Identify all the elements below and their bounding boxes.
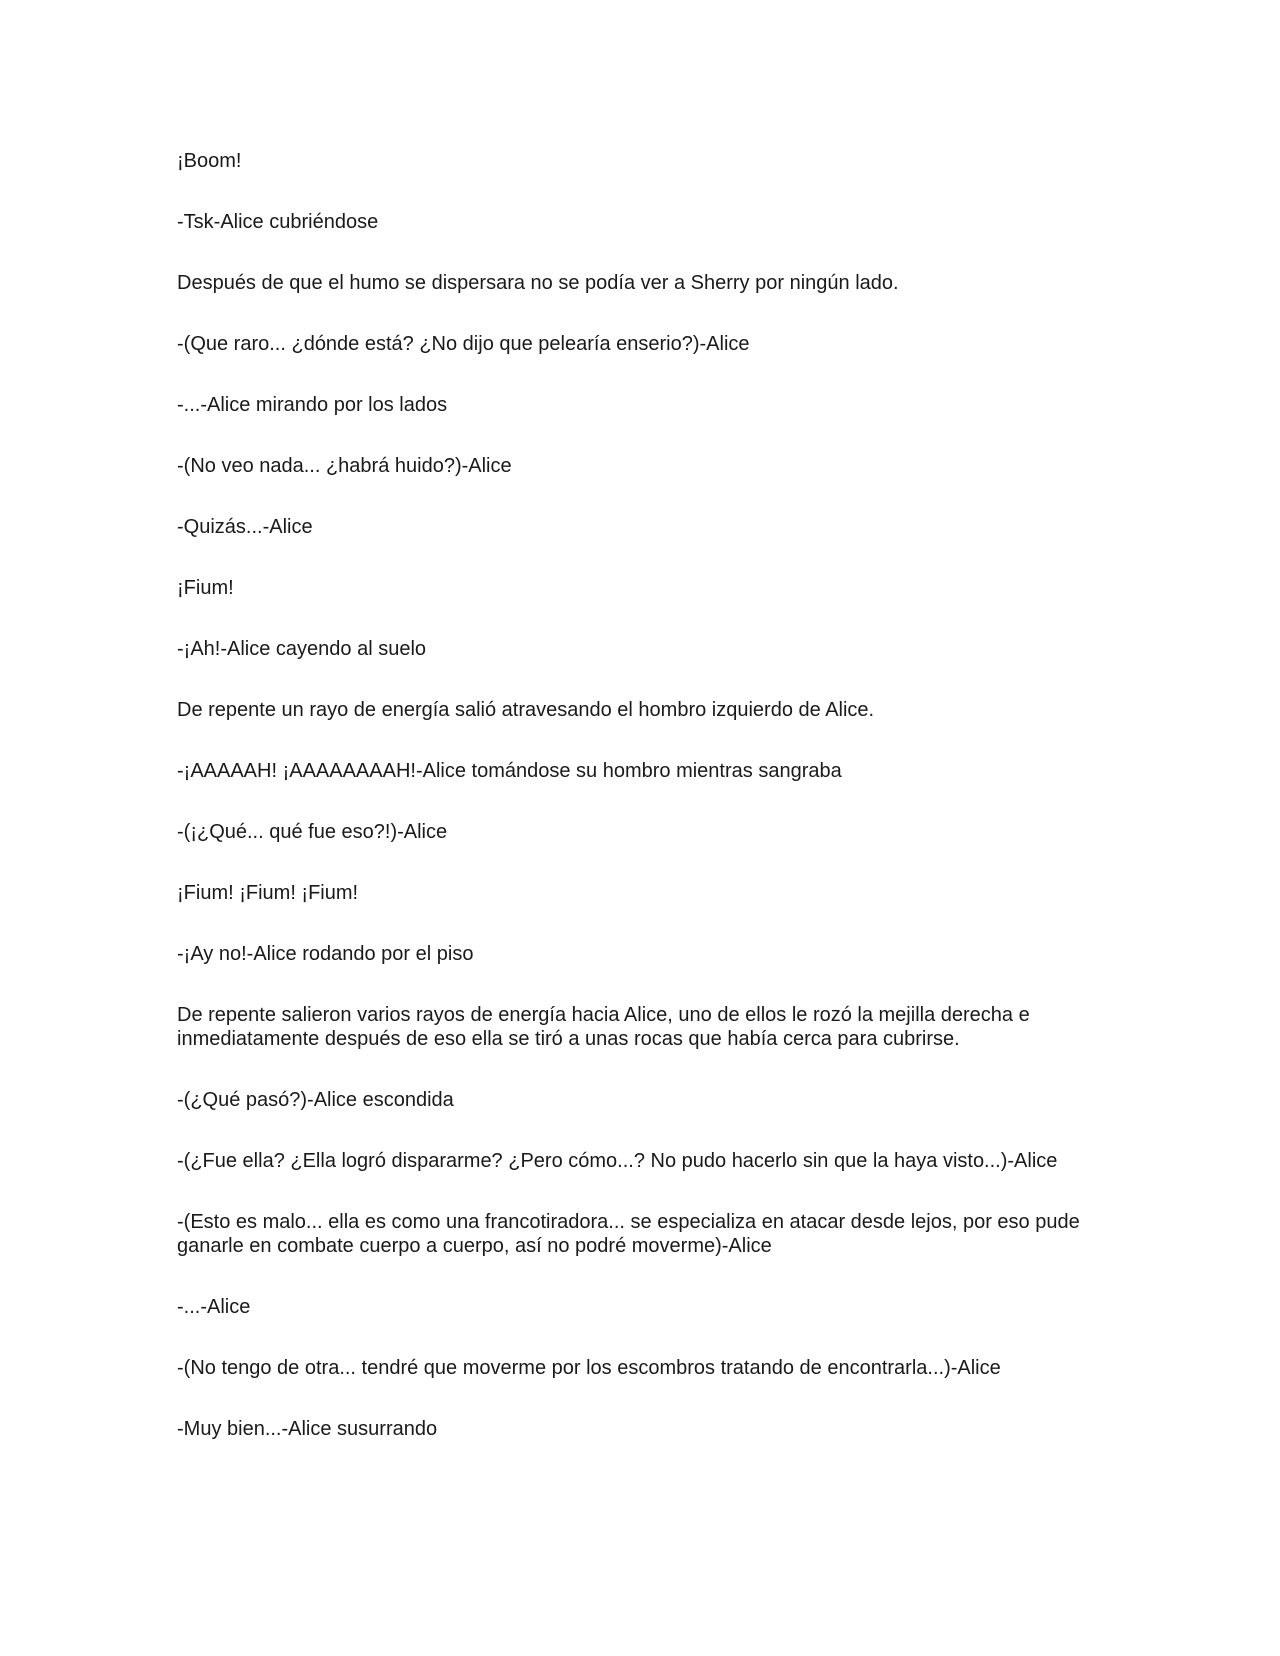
paragraph: Después de que el humo se dispersara no se podía ver a Sherry por ningún lado. — [177, 272, 899, 294]
document-body — [177, 149, 1107, 1478]
paragraph: -(¿Qué pasó?)-Alice escondida — [177, 1089, 454, 1111]
paragraph: De repente salieron varios rayos de energía hacia Alice, uno de ellos le rozó la mejilla derecha e inmediatamente después de eso ella se tiró a unas rocas que había cerca para cubrirse. — [177, 1004, 1030, 1050]
paragraph: -(No tengo de otra... tendré que moverme por los escombros tratando de encontrarla...)-Alice — [177, 1357, 1001, 1379]
paragraph: -...-Alice mirando por los lados — [177, 394, 448, 416]
paragraph: -(¡¿Qué... qué fue eso?!)-Alice — [177, 821, 448, 843]
paragraph: ¡Boom! — [177, 150, 242, 172]
paragraph: -¡Ay no!-Alice rodando por el piso — [177, 943, 474, 965]
paragraph: -(Esto es malo... ella es como una francotiradora... se especializa en atacar desde lejos, por eso pude ganarle en combate cuerpo a cuerpo, así no podré moverme)-Alice — [177, 1211, 1080, 1257]
paragraph: -¡AAAAAH! ¡AAAAAAAAH!-Alice tomándose su hombro mientras sangraba — [177, 760, 842, 782]
paragraph: -Muy bien...-Alice susurrando — [177, 1418, 438, 1440]
paragraph: -Quizás...-Alice — [177, 516, 313, 538]
paragraph: ¡Fium! ¡Fium! ¡Fium! — [177, 882, 359, 904]
paragraph: -Tsk-Alice cubriéndose — [177, 211, 379, 233]
paragraph: -...-Alice — [177, 1296, 251, 1318]
paragraph: De repente un rayo de energía salió atravesando el hombro izquierdo de Alice. — [177, 699, 875, 721]
paragraph: ¡Fium! — [177, 577, 234, 599]
paragraph: -¡Ah!-Alice cayendo al suelo — [177, 638, 427, 660]
paragraph: -(¿Fue ella? ¿Ella logró dispararme? ¿Pero cómo...? No pudo hacerlo sin que la haya visto...)-Alice — [177, 1150, 1058, 1172]
paragraph: -(No veo nada... ¿habrá huido?)-Alice — [177, 455, 512, 477]
paragraph: -(Que raro... ¿dónde está? ¿No dijo que pelearía enserio?)-Alice — [177, 333, 750, 355]
